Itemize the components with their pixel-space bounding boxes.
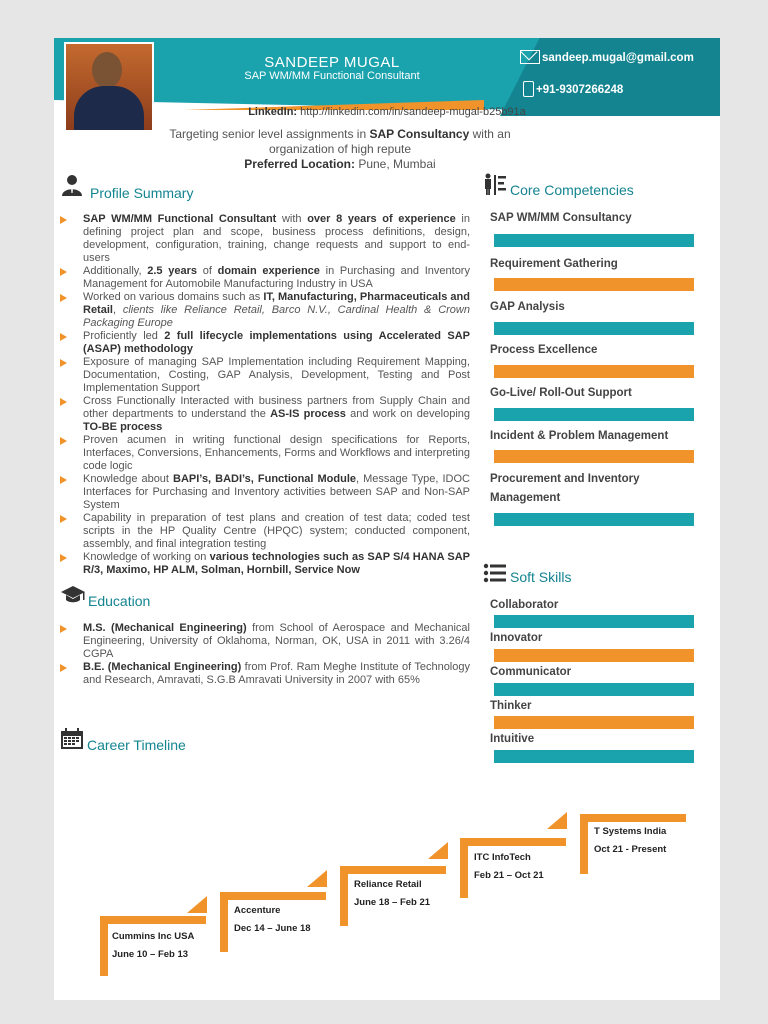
soft-skill-label: Collaborator xyxy=(490,599,559,611)
career-company: T Systems India xyxy=(594,826,667,837)
profile-bullet: Knowledge of working on various technologies such as SAP S/4 HANA SAP R/3, Maximo, HP ALM, Solman, Hornbill, Service Now xyxy=(60,551,470,577)
phone-number: +91-9307266248 xyxy=(536,84,624,96)
soft-skill-label: Thinker xyxy=(490,700,532,712)
linkedin-link[interactable]: http://linkedin.com/in/sandeep-mugal-b25b91a xyxy=(300,106,526,118)
competency-bar xyxy=(494,278,694,291)
career-period: June 10 – Feb 13 xyxy=(112,949,189,960)
competency-label: Incident & Problem Management xyxy=(490,430,669,442)
candidate-name: SANDEEP MUGAL xyxy=(264,54,400,71)
profile-bullet: Proven acumen in writing functional design specifications for Reports, Interfaces, Conversions, Enhancements, Forms and Workflows and interpreting code logic xyxy=(60,434,470,473)
career-company: ITC InfoTech xyxy=(474,852,531,863)
resume-page xyxy=(54,38,720,1000)
profile-bullet: SAP WM/MM Functional Consultant with over 8 years of experience in defining project plan and scope, business process definitions, design, development, configuration, training, change requests and support to end-users xyxy=(60,213,470,265)
profile-bullet: Additionally, 2.5 years of domain experience in Purchasing and Inventory Management for Automobile Manufacturing Industry in USA xyxy=(60,265,470,291)
profile-summary-list xyxy=(60,213,470,577)
soft-skill-label: Intuitive xyxy=(490,733,535,745)
profile-bullet: Worked on various domains such as IT, Manufacturing, Pharmaceuticals and Retail, clients like Reliance Retail, Barco N.V., Cardinal Health & Crown Packaging Europe xyxy=(60,291,470,330)
competency-bar xyxy=(494,322,694,335)
soft-skills-heading: Soft Skills xyxy=(510,569,572,585)
competency-bar xyxy=(494,408,694,421)
profile-bullet: Knowledge about BAPI’s, BADI’s, Functional Module, Message Type, IDOC Interfaces for Purchasing and Inventory activities between SAP and Non-SAP System xyxy=(60,473,470,512)
career-company: Accenture xyxy=(234,905,281,916)
profile-bullet: Exposure of managing SAP Implementation including Requirement Mapping, Documentation, Costing, GAP Analysis, Development, Testing and Post Implementation Support xyxy=(60,356,470,395)
location-label: Preferred Location: xyxy=(244,157,355,171)
profile-summary-heading: Profile Summary xyxy=(90,185,194,201)
competency-label: Procurement and Inventory Management xyxy=(490,473,640,504)
competency-bar xyxy=(494,513,694,526)
competency-label: SAP WM/MM Consultancy xyxy=(490,212,632,224)
soft-skill-label: Communicator xyxy=(490,666,572,678)
soft-skill-bar xyxy=(494,683,694,696)
phone-icon xyxy=(523,81,534,97)
education-bullet: B.E. (Mechanical Engineering) from Prof. Ram Meghe Institute of Technology and Research, Amravati, S.G.B Amravati University in 2007 with 65% xyxy=(60,661,470,687)
career-company: Cummins Inc USA xyxy=(112,931,195,942)
linkedin-label: LinkedIn: xyxy=(248,106,298,118)
competencies-icon xyxy=(483,173,507,198)
objective-highlight: SAP Consultancy xyxy=(369,127,470,141)
email-icon xyxy=(520,50,540,64)
career-objective xyxy=(150,127,530,172)
education-heading: Education xyxy=(88,593,151,609)
soft-skill-bar xyxy=(494,615,694,628)
career-period: Oct 21 - Present xyxy=(594,844,667,855)
location-value: Pune, Mumbai xyxy=(354,157,436,171)
soft-skill-bar xyxy=(494,649,694,662)
soft-skill-bar xyxy=(494,750,694,763)
objective-text: Targeting senior level assignments in xyxy=(169,127,370,141)
core-competencies-heading: Core Competencies xyxy=(510,182,634,198)
profile-bullet: Proficiently led 2 full lifecycle implementations using Accelerated SAP (ASAP) methodology xyxy=(60,330,470,356)
profile-bullet: Capability in preparation of test plans and creation of test data; coded test scripts in the HP Quality Centre (HPQC) system; conducted component, assembly, and final integration testing xyxy=(60,512,470,551)
list-icon xyxy=(483,562,507,587)
graduation-cap-icon xyxy=(60,585,86,608)
career-period: June 18 – Feb 21 xyxy=(354,897,431,908)
soft-skill-bar xyxy=(494,716,694,729)
competency-label: Requirement Gathering xyxy=(490,258,618,270)
profile-icon xyxy=(60,174,84,199)
competency-label: Go-Live/ Roll-Out Support xyxy=(490,387,632,399)
objective-text-end: with an organization of high repute xyxy=(268,127,511,156)
candidate-role: SAP WM/MM Functional Consultant xyxy=(244,70,420,82)
soft-skill-label: Innovator xyxy=(490,632,543,644)
career-company: Reliance Retail xyxy=(354,879,422,890)
email-link[interactable]: sandeep.mugal@gmail.com xyxy=(542,52,694,64)
education-list xyxy=(60,622,470,687)
competency-bar xyxy=(494,365,694,378)
competency-bar xyxy=(494,234,694,247)
competency-bar xyxy=(494,450,694,463)
education-bullet: M.S. (Mechanical Engineering) from School of Aerospace and Mechanical Engineering, University of Oklahoma, Norman, OK, USA in 2011 with 3.26/4 CGPA xyxy=(60,622,470,661)
profile-photo xyxy=(64,42,154,132)
competency-label: Process Excellence xyxy=(490,344,598,356)
calendar-icon xyxy=(60,728,84,753)
career-period: Feb 21 – Oct 21 xyxy=(474,870,544,881)
linkedin-line xyxy=(54,106,720,118)
career-timeline-heading: Career Timeline xyxy=(87,737,186,753)
career-period: Dec 14 – June 18 xyxy=(234,923,311,934)
profile-bullet: Cross Functionally Interacted with business partners from Supply Chain and other departments to understand the AS-IS process and work on developing TO-BE process xyxy=(60,395,470,434)
competency-label: GAP Analysis xyxy=(490,301,565,313)
